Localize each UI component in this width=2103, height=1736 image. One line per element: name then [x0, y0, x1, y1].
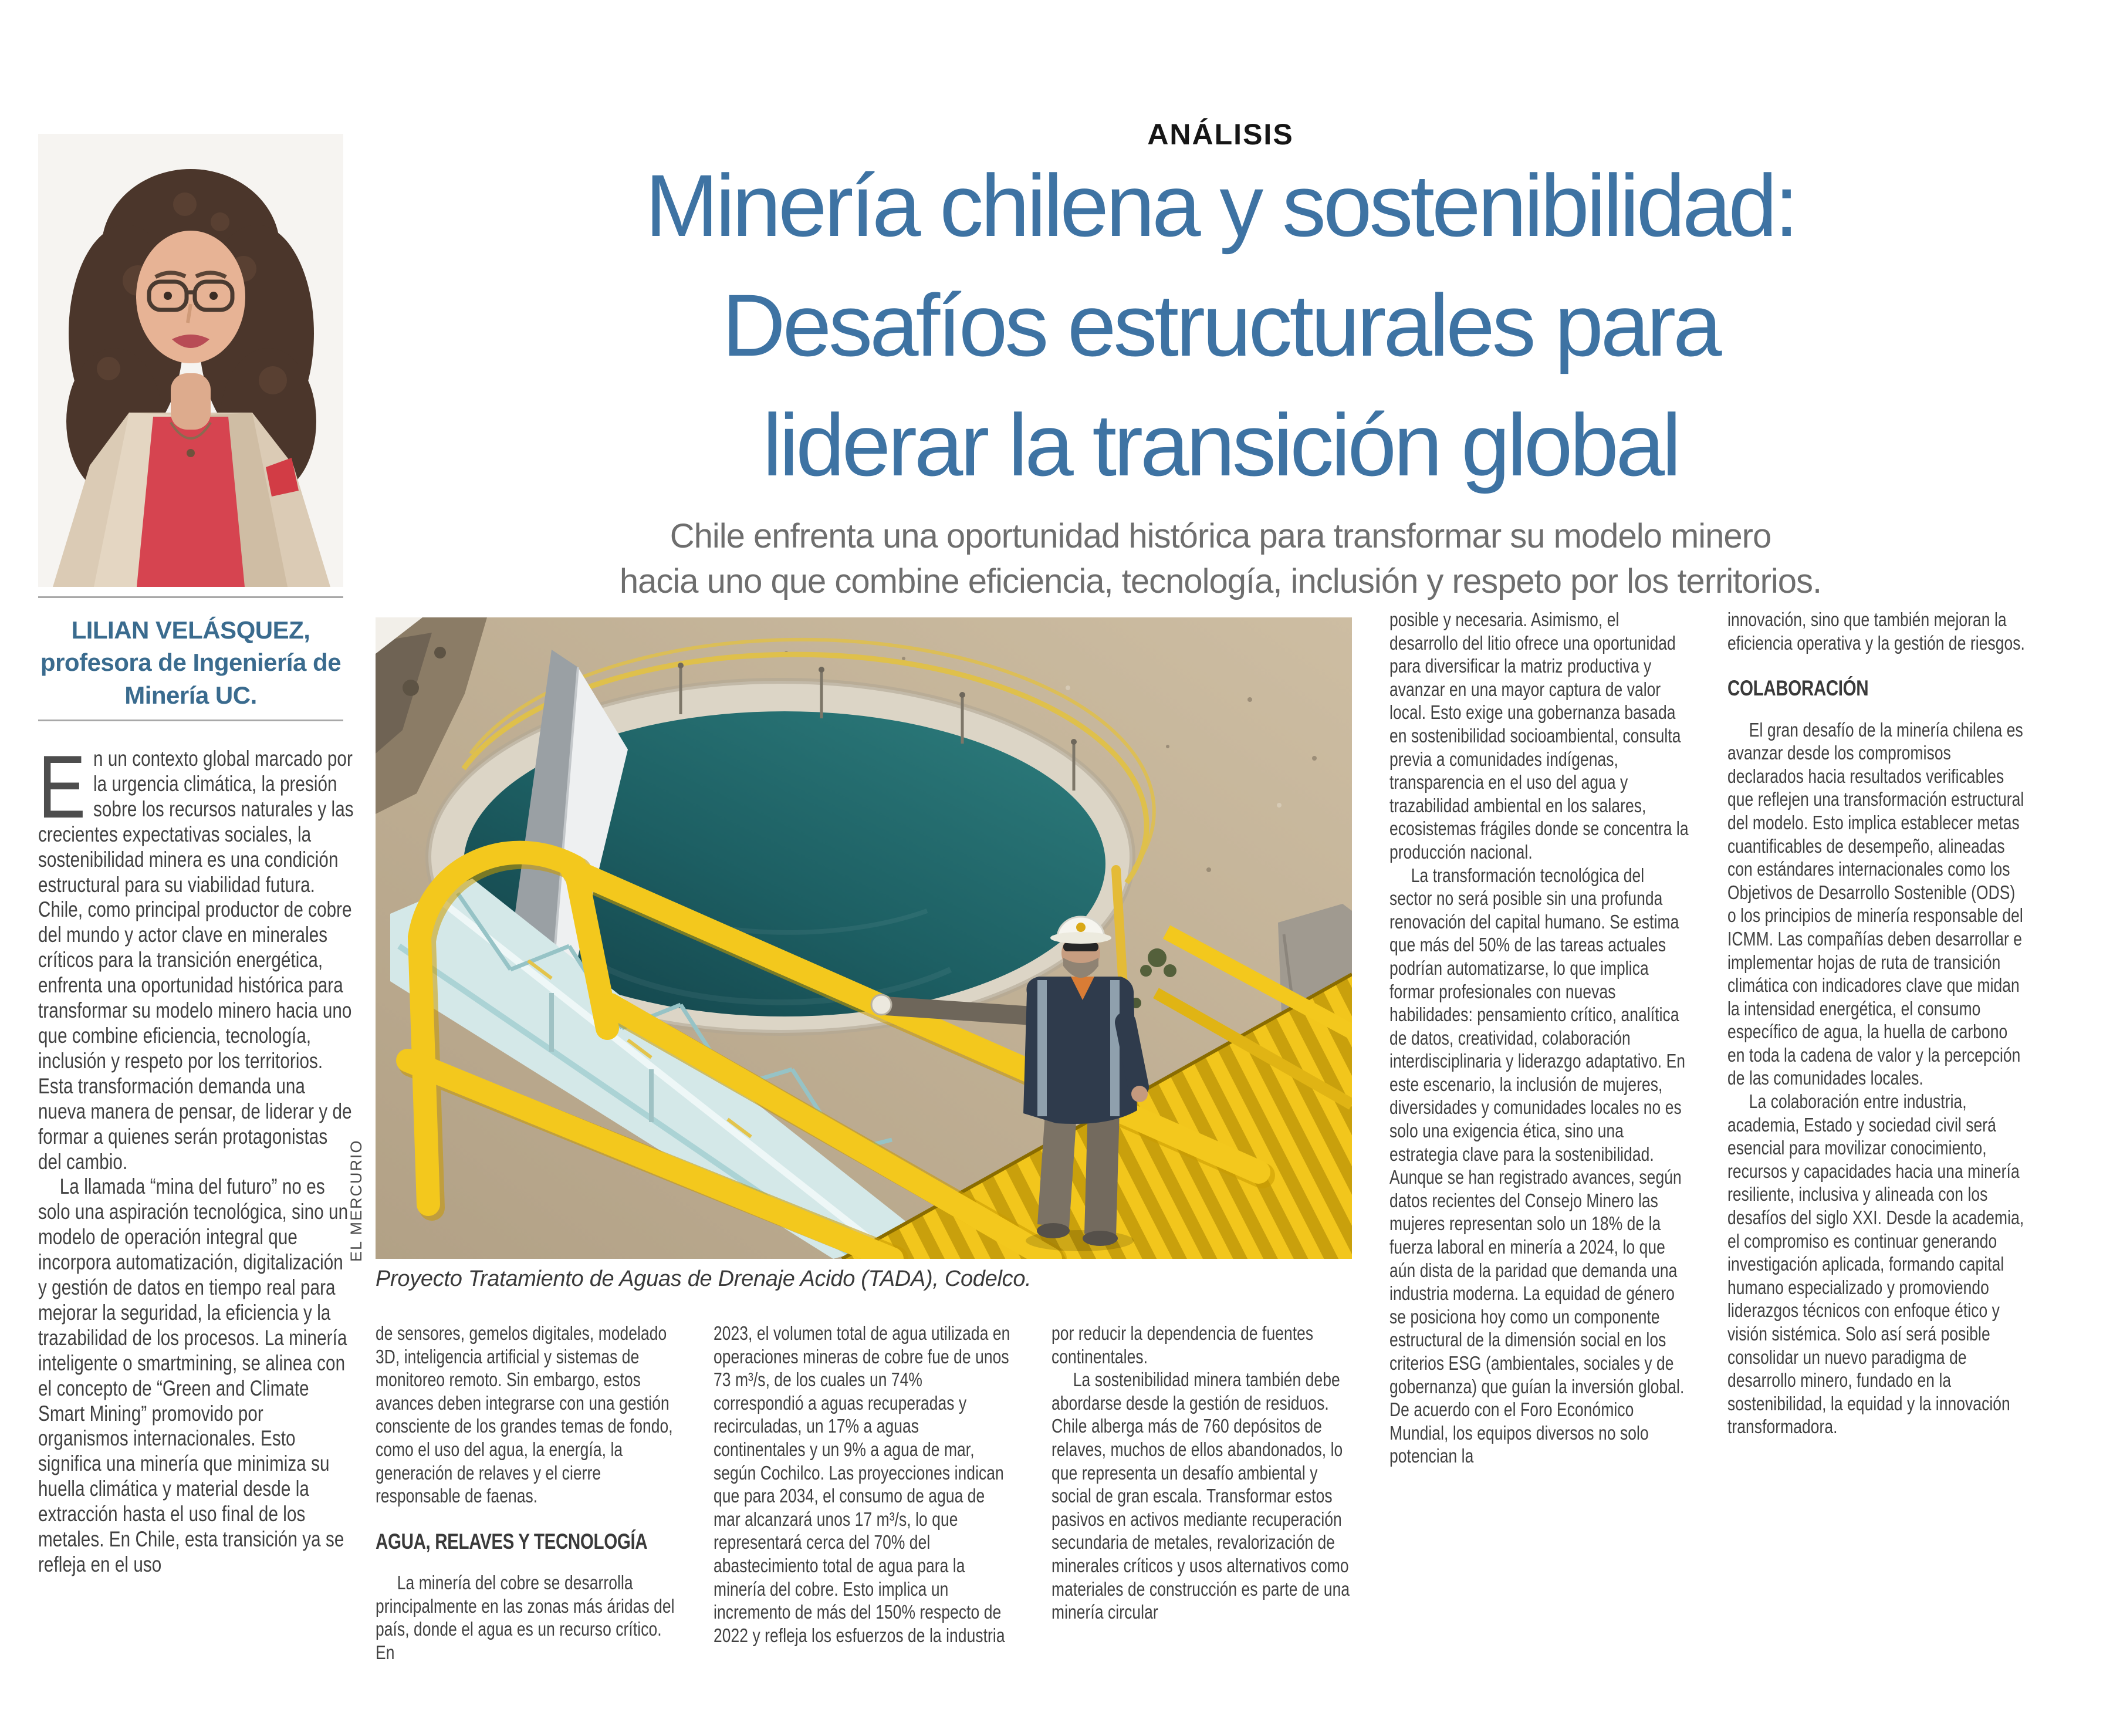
paragraph: La minería del cobre se desarrolla principalmente en las zonas más áridas del país, donde el agua es un recurso crítico. En	[376, 1572, 675, 1663]
title-line-2: Desafíos estructurales para	[722, 276, 1719, 374]
article-photo	[376, 617, 1352, 1259]
article-column-2	[376, 1322, 676, 1727]
author-role-line-2: Minería UC.	[124, 681, 257, 709]
author-photo	[38, 134, 343, 587]
subtitle-line-1: Chile enfrenta una oportunidad histórica para transformar su modelo minero	[670, 517, 1771, 555]
paragraph: 2023, el volumen total de agua utilizada en operaciones mineras de cobre fue de unos 73 m³/s, de los cuales un 74% correspondió a aguas recuperadas y recirculadas, un 17% a aguas continentales y un 9% a agua de mar, según Cochilco. Las proyecciones indican que para 2034, el consumo de agua de mar alcanzará unos 17 m³/s, lo que representará cerca del 70% del abastecimiento total de agua para la minería del cobre. Esto implica un incremento de más del 150% respecto de 2022 y refleja los esfuerzos de la industria	[714, 1322, 1010, 1646]
paragraph: La colaboración entre industria, academia, Estado y sociedad civil será esencial para movilizar conocimiento, recursos y capacidades hacia una minería resiliente, inclusiva y alineada con los desafíos del siglo XXI. Desde la academia, el compromiso es continuar generando investigación aplicada, formando capital humano especializado y promoviendo liderazgos técnicos con enfoque ético y visión sistémica. Solo así será posible consolidar un nuevo paradigma de desarrollo minero, fundado en la sostenibilidad, la equidad y la innovación transformadora.	[1727, 1090, 2024, 1438]
article-column-4	[1052, 1322, 1352, 1727]
section-kicker: ANÁLISIS	[1147, 118, 1294, 151]
paragraph: La sostenibilidad minera también debe abordarse desde la gestión de residuos. Chile alberga más de 760 depósitos de relaves, muchos de ellos abandonados, lo que representa un desafío ambiental y social de gran escala. Transformar estos pasivos en activos mediante recuperación secundaria de metales, revalorización de minerales críticos y usos alternativos como materiales de construcción es parte de una minería circular	[1052, 1369, 1350, 1623]
photo-credit: EL MERCURIO	[347, 1139, 365, 1262]
article-column-3	[714, 1322, 1014, 1727]
article-column-5	[1389, 608, 1690, 1723]
subtitle	[376, 514, 2065, 604]
title-line-1: Minería chilena y sostenibilidad:	[645, 156, 1796, 255]
paragraph: La transformación tecnológica del sector no será posible sin una profunda renovación del capital humano. Se estima que más del 50% de las tareas actuales podrían automatizarse, lo que implica formar profesionales con nuevas habilidades: pensamiento crítico, analítica de datos, creatividad, colaboración interdisciplinaria y liderazgo adaptativo. En este escenario, la inclusión de mujeres, diversidades y comunidades locales no es solo una exigencia ética, sino una estrategia clave para la sostenibilidad. Aunque se han registrado avances, según datos recientes del Consejo Minero las mujeres representan solo un 18% de la fuerza laboral en minería a 2024, lo que aún dista de la paridad que demanda una industria moderna. La equidad de género se posiciona hoy como un componente estructural de la dimensión social en los criterios ESG (ambientales, sociales y de gobernanza) que guían la inversión global. De acuerdo con el Foro Económico Mundial, los equipos diversos no solo potencian la	[1389, 864, 1686, 1467]
paragraph: El gran desafío de la minería chilena es avanzar desde los compromisos declarados hacia resultados verificables que reflejen una transformación estructural del modelo. Esto implica establecer metas cuantificables de desempeño, alineadas con estándares internacionales como los Objetivos de Desarrollo Sostenible (ODS) o los principios de minería responsable del ICMM. Las compañías deben desarrollar e implementar hojas de ruta de transición climática con indicadores clave que midan la intensidad energética, el consumo específico de agua, la huella de carbono en toda la cadena de valor y la percepción de las comunidades locales.	[1727, 718, 2024, 1089]
title-line-3: liderar la transición global	[762, 396, 1679, 494]
divider	[38, 720, 343, 721]
author-role-line-1: profesora de Ingeniería de	[40, 649, 342, 677]
subtitle-line-2: hacia uno que combine eficiencia, tecnología, inclusión y respeto por los territorios.	[619, 562, 1822, 600]
article-column-6	[1727, 608, 2028, 1723]
drop-cap: E	[38, 747, 86, 837]
page-title	[376, 146, 2065, 505]
paragraph: En un contexto global marcado por la urgencia climática, la presión sobre los recursos naturales y las crecientes expectativas sociales, la sostenibilidad minera es una condición estructural para su viabilidad futura. Chile, como principal productor de cobre del mundo y actor clave en minerales críticos para la transición energética, enfrenta una oportunidad histórica para transformar su modelo minero hacia uno que combine eficiencia, tecnología, inclusión y respeto por los territorios. Esta transformación demanda una nueva manera de pensar, de liderar y de formar a quienes serán protagonistas del cambio.	[38, 747, 354, 1174]
divider	[38, 596, 343, 598]
paragraph: La llamada “mina del futuro” no es solo una aspiración tecnológica, sino un modelo de operación integral que incorpora automatización, digitalización y gestión de datos en tiempo real para mejorar la seguridad, la eficiencia y la trazabilidad de los procesos. La minería inteligente o smartmining, se alinea con el concepto de “Green and Climate Smart Mining” promovido por organismos internacionales. Esto significa una minería que minimiza su huella climática y material desde la extracción hasta el uso final de los metales. En Chile, esta transición ya se refleja en el uso	[38, 1174, 349, 1576]
paragraph: innovación, sino que también mejoran la eficiencia operativa y la gestión de riesgos.	[1727, 609, 2025, 654]
subhead-agua-relaves: AGUA, RELAVES Y TECNOLOGÍA	[376, 1529, 648, 1553]
paragraph: posible y necesaria. Asimismo, el desarrollo del litio ofrece una oportunidad para diversificar la matriz productiva y avanzar en una mayor captura de valor local. Esto exige una gobernanza basada en sostenibilidad socioambiental, consulta previa a comunidades indígenas, transparencia en el uso del agua y trazabilidad ambiental en los salares, ecosistemas frágiles donde se concentra la producción nacional.	[1389, 609, 1689, 863]
author-name: LILIAN VELÁSQUEZ,	[71, 616, 310, 644]
paragraph: de sensores, gemelos digitales, modelado 3D, inteligencia artificial y sistemas de monitoreo remoto. Sin embargo, estos avances deben integrarse con una gestión consciente de los grandes temas de fondo, como el uso del agua, la energía, la generación de relaves y el cierre responsable de faenas.	[376, 1322, 673, 1507]
subhead-colaboracion: COLABORACIÓN	[1727, 676, 1869, 701]
article-column-1	[38, 747, 355, 1722]
photo-caption: Proyecto Tratamiento de Aguas de Drenaje Acido (TADA), Codelco.	[376, 1266, 1032, 1291]
paragraph: por reducir la dependencia de fuentes continentales.	[1052, 1322, 1314, 1367]
author-block	[38, 614, 343, 711]
